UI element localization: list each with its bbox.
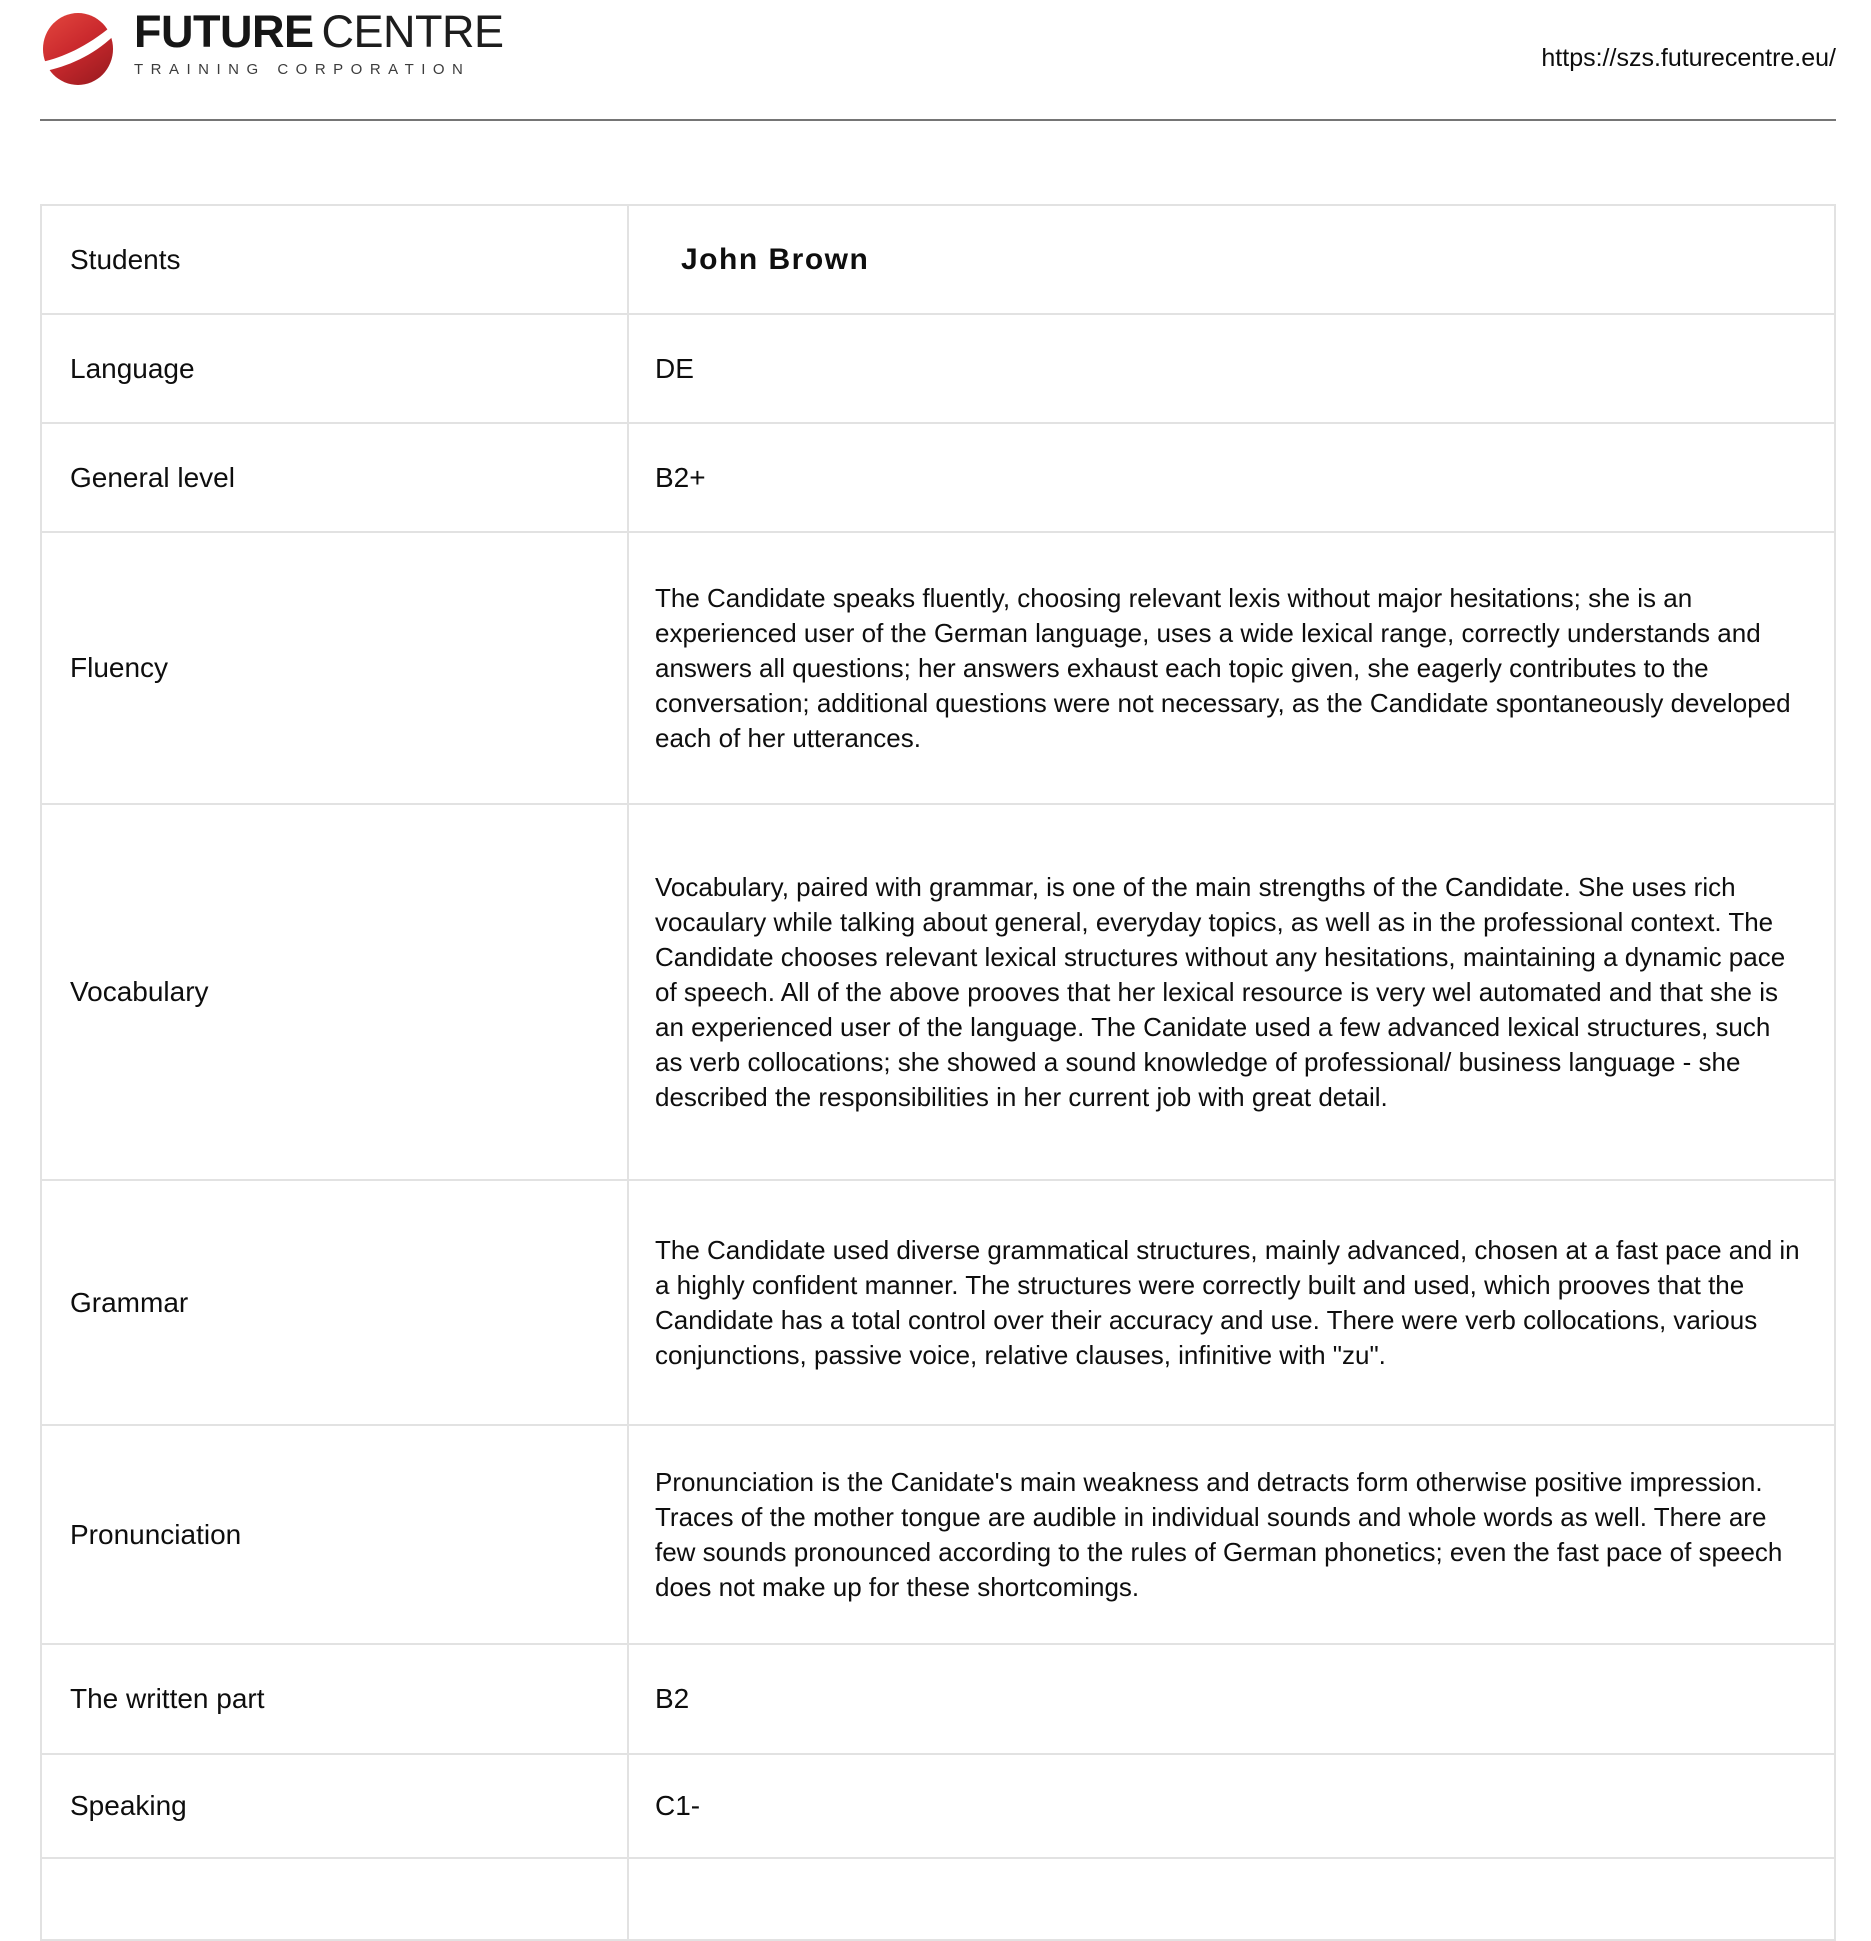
site-url: https://szs.futurecentre.eu/ (1541, 44, 1836, 72)
logo-ball-icon (42, 12, 114, 86)
company-logo (42, 8, 504, 86)
header-divider (40, 119, 1836, 121)
table-row (41, 1754, 1835, 1858)
row-value: Vocabulary, paired with grammar, is one of the main strengths of the Candidate. She uses rich vocaulary while talking about general, everyday topics, as well as in the professional context. The Candidate chooses relevant lexical structures without any hesitations, maintaining a dynamic pace of speech. All of the above prooves that her lexical resource is very wel automated and that she is an experienced user of the language. The Canidate used a few advanced lexical structures, such as verb collocations; she showed a sound knowledge of professional/ business language - she described the responsibilities in her current job with great detail. (628, 804, 1835, 1180)
row-value (628, 1858, 1835, 1940)
row-value: The Candidate speaks fluently, choosing relevant lexis without major hesitations; she is an experienced user of the German language, uses a wide lexical range, correctly understands and answers all questions; her answers exhaust each topic given, she eagerly contributes to the conversation; additional questions were not necessary, as the Candidate spontaneously developed each of her utterances. (628, 532, 1835, 804)
row-value: B2 (628, 1644, 1835, 1754)
row-label: Grammar (41, 1180, 628, 1425)
logo-title-bold: FUTURE (134, 6, 314, 57)
row-value: B2+ (628, 423, 1835, 532)
row-value: DE (628, 314, 1835, 423)
table-row (41, 1425, 1835, 1644)
row-label: General level (41, 423, 628, 532)
table-row (41, 205, 1835, 314)
logo-text (134, 8, 504, 78)
row-label: Language (41, 314, 628, 423)
row-label: Pronunciation (41, 1425, 628, 1644)
table-row (41, 423, 1835, 532)
table-row (41, 1180, 1835, 1425)
table-row-partial (41, 1858, 1835, 1940)
logo-title-light: CENTRE (321, 6, 504, 57)
row-value: The Candidate used diverse grammatical structures, mainly advanced, chosen at a fast pace and in a highly confident manner. The structures were correctly built and used, which prooves that the Candidate has a total control over their accuracy and use. There were verb collocations, various conjunctions, passive voice, relative clauses, infinitive with "zu". (628, 1180, 1835, 1425)
row-label: Fluency (41, 532, 628, 804)
assessment-table (40, 204, 1836, 1941)
row-value: Pronunciation is the Canidate's main weakness and detracts form otherwise positive impression. Traces of the mother tongue are audible in individual sounds and whole words as well. There are few sounds pronounced according to the rules of German phonetics; even the fast pace of speech does not make up for these shortcomings. (628, 1425, 1835, 1644)
logo-title (134, 8, 504, 56)
header (0, 0, 1871, 120)
table-row (41, 804, 1835, 1180)
row-value: C1- (628, 1754, 1835, 1858)
row-label (41, 1858, 628, 1940)
table-row (41, 532, 1835, 804)
row-label: Speaking (41, 1754, 628, 1858)
table-row (41, 1644, 1835, 1754)
row-label: Vocabulary (41, 804, 628, 1180)
row-value: John Brown (628, 205, 1835, 314)
table-row (41, 314, 1835, 423)
row-label: Students (41, 205, 628, 314)
logo-subtitle: TRAINING CORPORATION (134, 61, 471, 78)
row-label: The written part (41, 1644, 628, 1754)
